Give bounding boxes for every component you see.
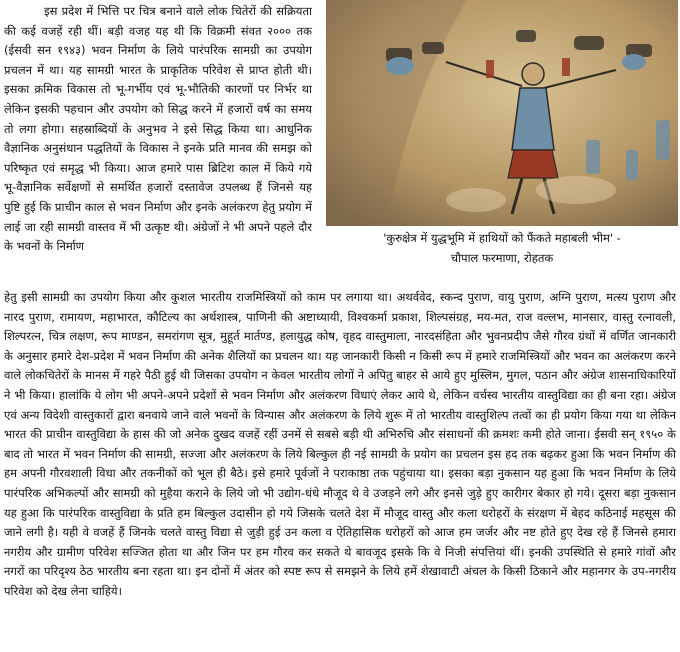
figure [326,0,678,267]
lead-column [4,2,312,257]
figure-caption-title: 'कुरुक्षेत्र में युद्धभूमि में हाथियों को फैंकते महाबली भीम' - [383,231,621,245]
lead-paragraph: इस प्रदेश में भित्ति पर चित्र बनाने वाले लोक चितेरों की सक्रियता की कई वजहें रही थीं। बड़ी वजह यह थी कि विक्रमी संवत २००० तक (ईसवी सन १९४३) भवन निर्माण के लिये पारंपरिक सामग्री का उपयोग प्रचलन में था। यह सामग्री भारत के प्राकृतिक परिवेश से प्राप्त होती थी। इसका क्रमिक विकास तो भू-गर्भीय एवं भू-भौतिकी कारणों पर निर्भर था लेकिन इसकी पहचान और उपयोग को सिद्ध करने में हजारों वर्ष का समय तो लगा होगा। सहस्राब्दियों के अनुभव ने इसे सिद्ध किया था। आधुनिक वैज्ञानिक अनुसंधान पद्धतियों के विकास ने इनके प्रति मानव की समझ को परिष्कृत एवं समृद्ध भी किया। आज हमारे पास ब्रिटिश काल में किये गये भू-वैज्ञानिक सर्वेक्षणों से समर्थित हजारों दस्तावेज उपलब्ध हैं जिनसे यह पुष्टि हुई कि प्राचीन काल से भवन निर्माण और इनके अलंकरण हेतु प्रयोग में लाई जा रही सामग्री वास्तव में भी उत्कृष्ट थी। अंग्रेजों ने भी अपने पहले दौर के भवनों के निर्माण [4,4,312,254]
body-paragraph: हेतु इसी सामग्री का उपयोग किया और कुशल भारतीय राजमिस्त्रियों को काम पर लगाया था। अथर्ववेद, स्कन्द पुराण, वायु पुराण, अग्नि पुराण, मत्स्य पुराण और नारद पुराण, रामायण, महाभारत, कौटिल्य का अर्थशास्त्र, पाणिनी की अष्टाध्यायी, विश्वकर्मा प्रकाश, शिल्पसंग्रह, मय-मत, राज वल्लभ, मानसार, वास्तु रत्नावली, शिल्परत्न, चित्र लक्षण, रूप माण्डन, समरांगण सूत्र, मुहूर्त मार्तण्ड, हलायुद्ध कोष, वृहद वास्तुमाला, नारदसंहिता और भुवनप्रदीप जैसे गौरव ग्रंथों में वर्णित जानकारी के अनुसार हमारे देश-प्रदेश में भवन निर्माण की अनेक शैलियों का प्रचलन था। यह जानकारी किसी न किसी रूप में हमारे राजमिस्त्रियों और भवन का अलंकरण करने वाले लोकचितेरों के मानस में गहरे पैठी हुई थी जिसका उपयोग न केवल भारतीय लोगों ने अपितु बाहर से आये हुए मुस्लिम, मुगल, पठान और अंग्रेज शासनाधिकारियों ने भी किया। हालांकि ये लोग भी अपने-अपने प्रदेशों से भवन निर्माण और अलंकरण विधाएं लेकर आये थे, लेकिन वर्चस्व भारतीय वास्तुविद्या का ही बना रहा। अंग्रेज एवं अन्य विदेशी वास्तुकारों द्वारा बनवाये जाने वाले भवनों के विन्यास और अलंकरण के लिये शुरू में तो भारतीय वास्तुशिल्प तत्वों का ही प्रयोग किया गया था लेकिन भारत की प्राचीन वास्तुविद्या के हास की जो अनेक दुखद वजहें रहीं उनमें से सबसे बड़ी थी अभिरुचि और संसाधनों की क्रमशः कमी होते जाना। ईसवी सन् १९५० के बाद तो भारत में भवन निर्माण की सामग्री, सज्जा और अलंकरण के लिये बिल्कुल ही नई सामग्री के प्रयोग का प्रचलन इस हद तक बढ़कर हुआ कि भवन निर्माण की हम अपनी गौरवशाली विधा और तकनीकों को भूल ही बैठे। इसे हमारे पूर्वजों ने पराकाष्ठा तक पहुंचाया था। इसका बड़ा नुकसान यह हुआ कि भवन निर्माण के लिये पारंपरिक अभिकल्पों और सामग्री को मुहैया कराने के लिये जो भी उद्योग-धंधे मौजूद थे वे उजड़ने लगे और इनसे जुड़े हुए कारीगर बेकार हो गये। दूसरा बड़ा नुकसान यह हुआ कि पारंपरिक वास्तुविद्या के प्रति हम बिल्कुल उदासीन हो गये जिसके चलते देश में मौजूद वास्तु और कला धरोहरों के संरक्षण में बेहद कठिनाई महसूस की जाने लगी है। यही वे वजहें हैं जिनके चलते वास्तु विद्या से जुड़ी हुई उन कला व ऐतिहासिक धरोहरों को आज हम जर्जर और नष्ट होते हुए देख रहे हैं जिनसे हमारा नगरीय और ग्रामीण परिवेश सज्जित होता था और जिन पर हम गौरव कर सकते थे बावजूद इसके कि वे निजी संपत्तियां थीं। इनकी उपस्थिति से हमारे गांवों और नगरों का परिदृश्य ठेठ भारतीय बना रहता था। इन दोनों में अंतर को स्पष्ट रूप से समझने के लिये हमें शेखावाटी अंचल के किसी ठिकाने और महानगर के उप-नगरीय परिवेश को देख लेना चाहिये। [4,290,676,598]
figure-caption-location: चौपाल फरमाणा, रोहतक [450,251,554,265]
body-full-width [4,288,676,602]
mural-photo [326,0,678,226]
